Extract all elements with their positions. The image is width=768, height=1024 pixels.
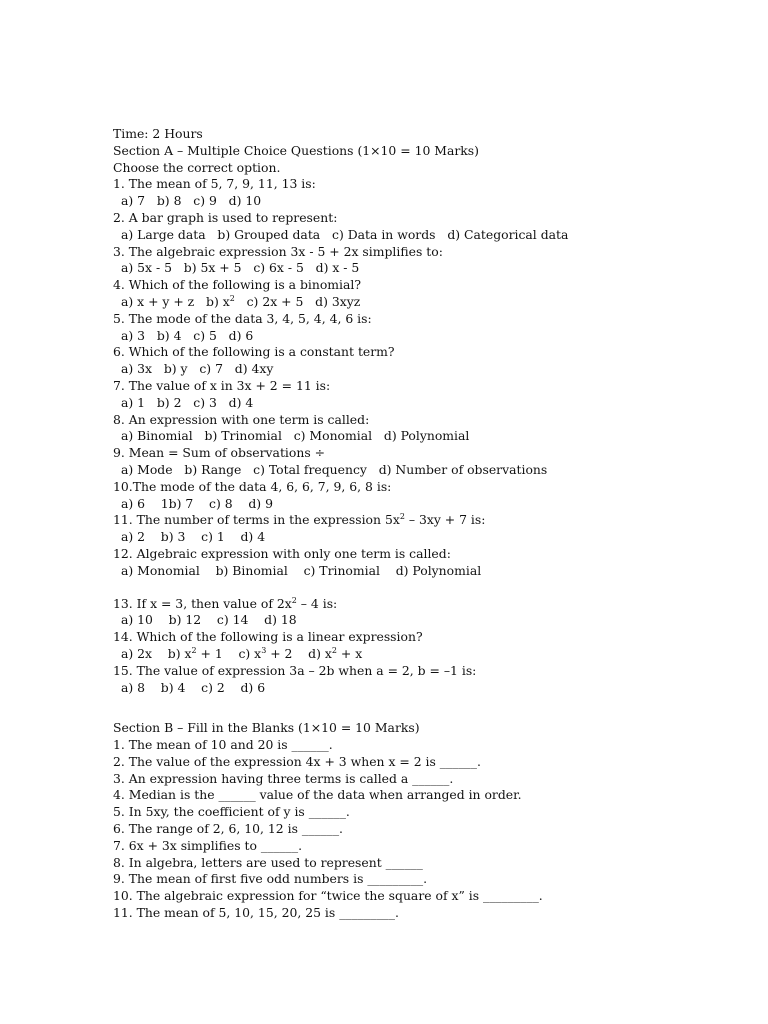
fill-blank-5: 5. In 5xy, the coefficient of y is ______. [113, 804, 350, 820]
exponent: 2 [399, 512, 405, 522]
question-4-options [113, 294, 733, 311]
section-a-title: Section A – Multiple Choice Questions (1×10 = 10 Marks) [113, 142, 479, 158]
question-14-option-ab: a) 2x b) x [121, 645, 192, 661]
question-11-options: a) 2 b) 3 c) 1 d) 4 [121, 529, 266, 545]
question-14-option-end: + x [336, 645, 363, 661]
question-8: 8. An expression with one term is called: [113, 411, 370, 427]
question-2-options: a) Large data b) Grouped data c) Data in words d) Categorical data [121, 226, 569, 242]
question-11-text-end: – 3xy + 7 is: [404, 512, 486, 528]
exponent: 2 [191, 645, 197, 655]
question-13-text-start: 13. If x = 3, then value of 2x [113, 595, 292, 611]
question-5: 5. The mode of the data 3, 4, 5, 4, 4, 6 is: [113, 310, 372, 326]
question-9-options: a) Mode b) Range c) Total frequency d) Number of observations [121, 461, 548, 477]
question-14-options [113, 646, 733, 663]
question-7: 7. The value of x in 3x + 2 = 11 is: [113, 377, 331, 393]
question-14-option-d: + 2 d) x [266, 645, 332, 661]
question-15-options: a) 8 b) 4 c) 2 d) 6 [121, 679, 266, 695]
question-13-options: a) 10 b) 12 c) 14 d) 18 [121, 612, 297, 628]
exponent: 3 [261, 645, 267, 655]
question-1: 1. The mean of 5, 7, 9, 11, 13 is: [113, 176, 316, 192]
fill-blank-2: 2. The value of the expression 4x + 3 when x = 2 is ______. [113, 753, 481, 769]
question-2: 2. A bar graph is used to represent: [113, 209, 338, 225]
question-4: 4. Which of the following is a binomial? [113, 277, 361, 293]
fill-blank-4: 4. Median is the ______ value of the data when arranged in order. [113, 787, 522, 803]
question-7-options: a) 1 b) 2 c) 3 d) 4 [121, 394, 254, 410]
question-13-text-end: – 4 is: [296, 595, 338, 611]
question-4-options-ab: a) x + y + z b) x [121, 293, 230, 309]
question-10: 10.The mode of the data 4, 6, 6, 7, 9, 6, 8 is: [113, 478, 392, 494]
question-14: 14. Which of the following is a linear expression? [113, 629, 423, 645]
question-8-options: a) Binomial b) Trinomial c) Monomial d) Polynomial [121, 428, 470, 444]
question-6-options: a) 3x b) y c) 7 d) 4xy [121, 361, 274, 377]
question-4-options-cd: c) 2x + 5 d) 3xyz [234, 293, 361, 309]
fill-blank-8: 8. In algebra, letters are used to represent ______ [113, 854, 423, 870]
question-13 [113, 596, 733, 613]
fill-blank-9: 9. The mean of first five odd numbers is _________. [113, 871, 428, 887]
question-5-options: a) 3 b) 4 c) 5 d) 6 [121, 327, 254, 343]
exponent: 2 [331, 645, 337, 655]
question-9: 9. Mean = Sum of observations ÷ [113, 445, 326, 461]
time-allowed: Time: 2 Hours [113, 126, 203, 141]
question-6: 6. Which of the following is a constant term? [113, 344, 395, 360]
question-12-options: a) Monomial b) Binomial c) Trinomial d) Polynomial [121, 562, 482, 578]
fill-blank-7: 7. 6x + 3x simplifies to ______. [113, 837, 303, 853]
section-a-instruction: Choose the correct option. [113, 159, 281, 175]
section-b-title: Section B – Fill in the Blanks (1×10 = 10 Marks) [113, 720, 420, 736]
question-3-options: a) 5x - 5 b) 5x + 5 c) 6x - 5 d) x - 5 [121, 260, 360, 276]
question-10-options: a) 6 1b) 7 c) 8 d) 9 [121, 495, 273, 511]
fill-blank-3: 3. An expression having three terms is called a ______. [113, 770, 454, 786]
question-12: 12. Algebraic expression with only one term is called: [113, 545, 451, 561]
fill-blank-10: 10. The algebraic expression for “twice the square of x” is _________. [113, 888, 543, 904]
fill-blank-11: 11. The mean of 5, 10, 15, 20, 25 is _________. [113, 905, 399, 921]
exponent: 2 [229, 293, 235, 303]
question-1-options: a) 7 b) 8 c) 9 d) 10 [121, 193, 262, 209]
question-3: 3. The algebraic expression 3x - 5 + 2x simplifies to: [113, 243, 443, 259]
exam-paper [113, 126, 733, 922]
fill-blank-1: 1. The mean of 10 and 20 is ______. [113, 737, 333, 753]
spacer [113, 696, 733, 720]
question-11 [113, 512, 733, 529]
question-11-text-start: 11. The number of terms in the expression 5x [113, 512, 400, 528]
question-15: 15. The value of expression 3a – 2b when a = 2, b = –1 is: [113, 662, 477, 678]
fill-blank-6: 6. The range of 2, 6, 10, 12 is ______. [113, 821, 343, 837]
question-14-option-c: + 1 c) x [196, 645, 262, 661]
exponent: 2 [291, 595, 297, 605]
spacer [113, 580, 733, 596]
